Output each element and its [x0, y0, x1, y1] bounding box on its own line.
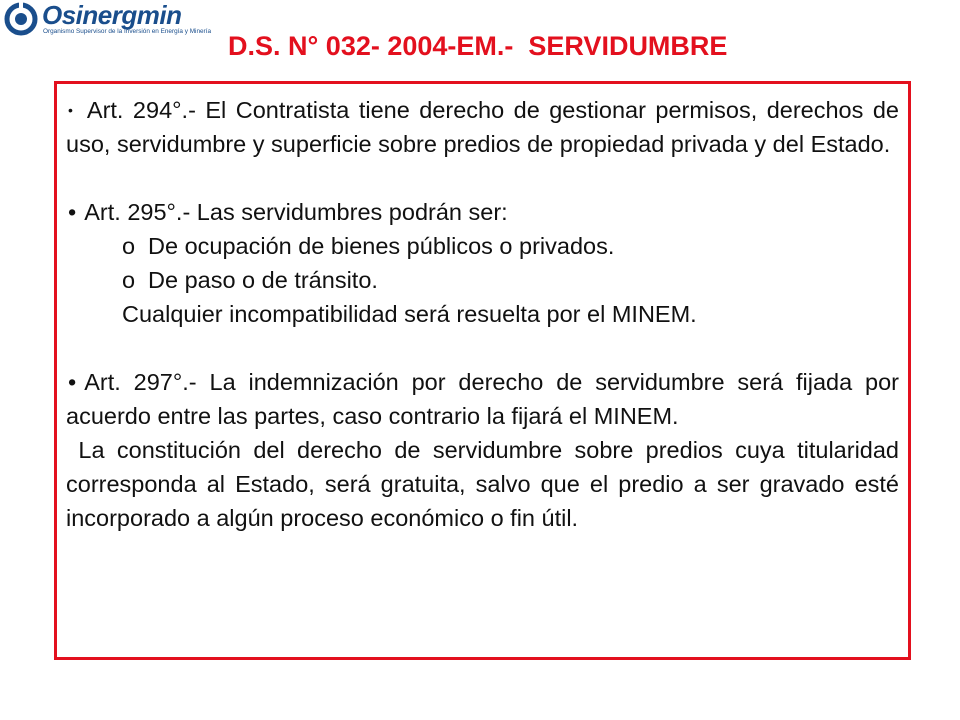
slide-title: D.S. N° 032- 2004-EM.- SERVIDUMBRE	[228, 31, 728, 61]
article-295-item	[66, 229, 899, 263]
article-295-item	[66, 263, 899, 297]
bullet-icon: •	[68, 199, 77, 225]
closing-paragraph-text: La constitución del derecho de servidumbre sobre predios cuya titularidad corresponda al Estado, será gratuita, salvo que el predio a ser gravado esté incorporado a algún proceso económico o fin útil.	[66, 437, 899, 531]
article-295-item-text: De ocupación de bienes públicos o privados.	[148, 233, 615, 259]
article-295-intro	[66, 195, 899, 229]
closing-paragraph	[66, 433, 899, 535]
osinergmin-emblem-icon	[4, 2, 38, 36]
logo-tagline: Organismo Supervisor de la Inversión en Energía y Minería	[43, 28, 212, 35]
article-294	[66, 93, 899, 161]
article-295-intro-text: Art. 295°.- Las servidumbres podrán ser:	[84, 199, 508, 225]
article-297	[66, 365, 899, 433]
spacer	[66, 161, 899, 195]
osinergmin-logo	[4, 0, 212, 38]
sub-bullet-icon: o	[122, 233, 136, 259]
article-295-note: Cualquier incompatibilidad será resuelta por el MINEM.	[122, 301, 697, 327]
article-297-text: Art. 297°.- La indemnización por derecho de servidumbre será fijada por acuerdo entre las partes, caso contrario la fijará el MINEM.	[66, 369, 899, 429]
bullet-icon: •	[68, 102, 73, 118]
content-text	[66, 93, 899, 535]
spacer	[66, 331, 899, 365]
content-box	[54, 81, 911, 660]
logo-wordmark: Osinergmin	[42, 0, 182, 30]
article-294-text: Art. 294°.- El Contratista tiene derecho de gestionar permisos, derechos de uso, servidumbre y superficie sobre predios de propiedad privada y del Estado.	[66, 97, 899, 157]
article-295-item-text: De paso o de tránsito.	[148, 267, 378, 293]
bullet-icon: •	[68, 369, 77, 395]
sub-bullet-icon: o	[122, 267, 136, 293]
